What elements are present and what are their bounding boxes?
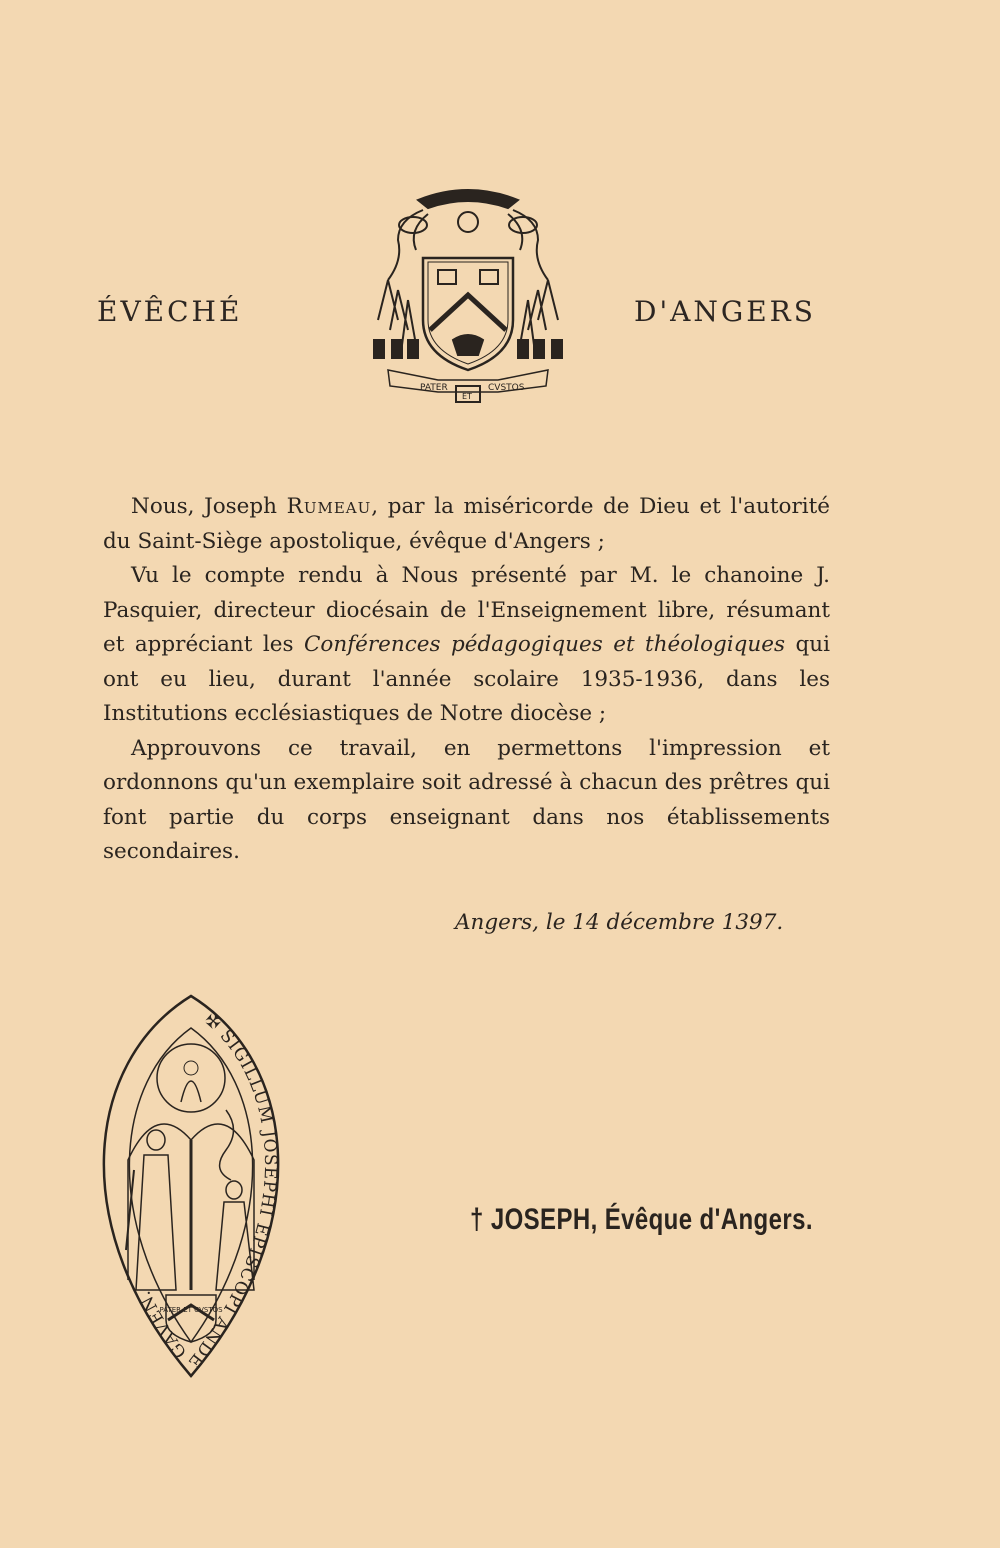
mandate-text: [103, 490, 830, 870]
dateline: Angers, le 14 décembre 1397.: [455, 910, 784, 935]
seal-motto: PATER ET CVSTOS: [159, 1306, 223, 1314]
arms-motto-1: PATER: [420, 383, 448, 393]
bishop-surname: Rumeau: [286, 494, 372, 519]
header-eveche: ÉVÊCHÉ: [97, 295, 243, 328]
paragraph-3: Approuvons ce travail, en permettons l'impression et ordonnons qu'un exemplaire soit adressé à chacun des prêtres qui font partie du corps enseignant dans nos établissements secondaires.: [103, 735, 830, 864]
p1-text-b: , par la miséricorde de Dieu et l'autorité du Saint-Siège apostolique, évêque d'Angers ;: [103, 494, 830, 554]
arms-motto-3: CVSTOS: [488, 383, 525, 393]
paragraph-2: [103, 559, 830, 732]
bishop-signature: † JOSEPH, Évêque d'Angers.: [470, 1203, 813, 1236]
p1-text-a: Nous, Joseph: [131, 494, 287, 519]
episcopal-seal-icon: [66, 990, 316, 1382]
coat-of-arms-icon: [368, 180, 568, 420]
p2-text-b: qui ont eu lieu, durant l'année scolaire 1935-1936, dans les Institutions ecclésiastiques de Notre diocèse ;: [103, 632, 830, 726]
seal-legend: ✠ SIGILLUM JOSEPHI EPISCOPI ANDEGAVEN.: [134, 1009, 281, 1373]
conference-title: Conférences pédagogiques et théologiques: [303, 632, 786, 657]
arms-motto-2: ET: [462, 392, 472, 401]
paragraph-1: [103, 490, 830, 559]
p2-text-a: Vu le compte rendu à Nous présenté par M. le chanoine J. Pasquier, directeur diocésain de l'Enseignement libre, résumant et appréciant les: [103, 563, 830, 657]
header-angers: D'ANGERS: [634, 295, 816, 328]
